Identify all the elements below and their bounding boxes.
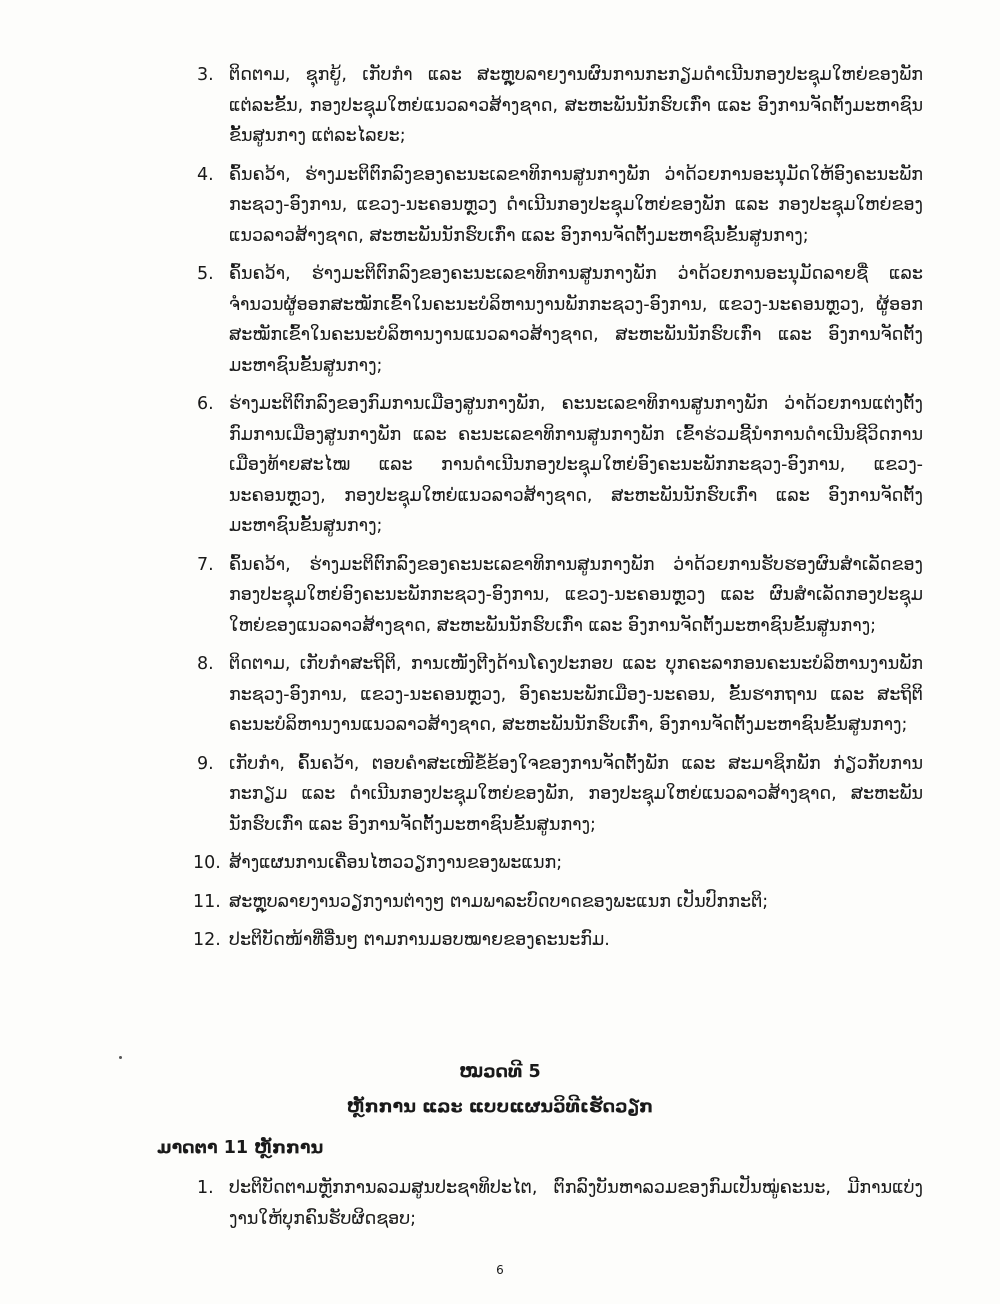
duties-list	[0, 60, 1000, 964]
item-text: ເກັບກຳ, ຄົ້ນຄວ້າ, ຕອບຄຳສະເໜີຂໍ້ຂ້ອງໃຈຂອງການຈັດຕັ້ງພັກ ແລະ ສະມາຊິກພັກ ກ່ຽວກັບການກະກຽມ ແລະ ດຳເນີນກອງປະຊຸມໃຫຍ່ຂອງພັກ, ກອງປະຊຸມໃຫຍ່ແນວລາວສ້າງຊາດ, ສະຫະພັນນັກຮົບເກົ່າ ແລະ ອົງການຈັດຕັ້ງມະຫາຊົນຂັ້ນສູນກາງ;	[229, 753, 923, 835]
chapter-title: ຫຼັກການ ແລະ ແບບແຜນວິທີເຮັດວຽກ	[346, 1097, 654, 1117]
list-item	[0, 550, 923, 642]
article-heading: ມາດຕາ 11 ຫຼັກການ	[157, 1138, 324, 1158]
list-item	[0, 389, 923, 542]
list-item	[0, 649, 923, 741]
principles-list	[0, 1173, 1000, 1242]
item-number: 5.	[197, 264, 214, 284]
item-number: 1.	[197, 1178, 214, 1198]
list-item	[0, 925, 923, 956]
chapter-number: ໝວດທີ 5	[459, 1062, 541, 1082]
list-item	[0, 887, 923, 918]
item-text: ສະຫຼຸບລາຍງານວຽກງານຕ່າງໆ ຕາມພາລະບົດບາດຂອງພະແນກ ເປັນປົກກະຕິ;	[229, 891, 769, 912]
list-item	[0, 160, 923, 252]
list-item	[0, 259, 923, 381]
item-number: 12.	[193, 930, 221, 950]
item-number: 9.	[197, 753, 214, 774]
item-text: ຮ່າງມະຕິຕົກລົງຂອງກົມການເມືອງສູນກາງພັກ, ຄະນະເລຂາທິການສູນກາງພັກ ວ່າດ້ວຍການແຕ່ງຕັ້ງກົມການເມືອງສູນກາງພັກ ແລະ ຄະນະເລຂາທິການສູນກາງພັກ ເຂົ້າຮ່ວມຊີ້ນຳການດຳເນີນຊີວິດການເມືອງທ້າຍສະໄໝ ແລະ ການດຳເນີນກອງປະຊຸມໃຫຍ່ອົງຄະນະພັກກະຊວງ-ອົງການ, ແຂວງ-ນະຄອນຫຼວງ, ກອງປະຊຸມໃຫຍ່ແນວລາວສ້າງຊາດ, ສະຫະພັນນັກຮົບເກົ່າ ແລະ ອົງການຈັດຕັ້ງມະຫາຊົນຂັ້ນສູນກາງ;	[229, 394, 923, 536]
item-number: 11.	[193, 891, 221, 912]
list-item	[0, 848, 923, 879]
list-item	[0, 60, 923, 152]
item-text: ປະຕິບັດໜ້າທີ່ອື່ນໆ ຕາມການມອບໝາຍຂອງຄະນະກົມ.	[229, 930, 610, 950]
list-item	[0, 1173, 923, 1234]
item-number: 10.	[193, 853, 221, 873]
item-number: 4.	[197, 164, 214, 185]
item-text: ຄົ້ນຄວ້າ, ຮ່າງມະຕິຕົກລົງຂອງຄະນະເລຂາທິການສູນກາງພັກ ວ່າດ້ວຍການຮັບຮອງຜົນສຳເລັດຂອງກອງປະຊຸມໃຫຍ່ອົງຄະນະພັກກະຊວງ-ອົງການ, ແຂວງ-ນະຄອນຫຼວງ ແລະ ຜົນສຳເລັດກອງປະຊຸມໃຫຍ່ຂອງແນວລາວສ້າງຊາດ, ສະຫະພັນນັກຮົບເກົ່າ ແລະ ອົງການຈັດຕັ້ງມະຫາຊົນຂັ້ນສູນກາງ;	[229, 554, 923, 636]
item-text: ຄົ້ນຄວ້າ, ຮ່າງມະຕິຕົກລົງຂອງຄະນະເລຂາທິການສູນກາງພັກ ວ່າດ້ວຍການອະນຸມັດລາຍຊື່ ແລະ ຈຳນວນຜູ້ອອກສະໝັກເຂົ້າໃນຄະນະບໍລິຫານງານພັກກະຊວງ-ອົງການ, ແຂວງ-ນະຄອນຫຼວງ, ຜູ້ອອກສະໝັກເຂົ້າໃນຄະນະບໍລິຫານງານແນວລາວສ້າງຊາດ, ສະຫະພັນນັກຮົບເກົ່າ ແລະ ອົງການຈັດຕັ້ງມະຫາຊົນຂັ້ນສູນກາງ;	[229, 264, 923, 376]
item-text: ຕິດຕາມ, ຊຸກຍູ້, ເກັບກຳ ແລະ ສະຫຼຸບລາຍງານຜົນການກະກຽມດຳເນີນກອງປະຊຸມໃຫຍ່ຂອງພັກ ແຕ່ລະຂັ້ນ, ກອງປະຊຸມໃຫຍ່ແນວລາວສ້າງຊາດ, ສະຫະພັນນັກຮົບເກົ່າ ແລະ ອົງການຈັດຕັ້ງມະຫາຊົນຂັ້ນສູນກາງ ແຕ່ລະໄລຍະ;	[229, 65, 923, 146]
item-number: 7.	[197, 554, 214, 575]
list-item	[0, 749, 923, 841]
item-number: 6.	[197, 394, 214, 414]
scan-speck	[119, 1056, 122, 1059]
item-number: 3.	[197, 65, 214, 85]
item-number: 8.	[197, 654, 214, 674]
item-text: ສ້າງແຜນການເຄື່ອນໄຫວວຽກງານຂອງພະແນກ;	[229, 853, 563, 873]
item-text: ຕິດຕາມ, ເກັບກຳສະຖິຕິ, ການເໜັງຕີງດ້ານໂຄງປະກອບ ແລະ ບຸກຄະລາກອນຄະນະບໍລິຫານງານພັກກະຊວງ-ອົງການ, ແຂວງ-ນະຄອນຫຼວງ, ອົງຄະນະພັກເມືອງ-ນະຄອນ, ຂັ້ນຮາກຖານ ແລະ ສະຖິຕິຄະນະບໍລິຫານງານແນວລາວສ້າງຊາດ, ສະຫະພັນນັກຮົບເກົ່າ, ອົງການຈັດຕັ້ງມະຫາຊົນຂັ້ນສູນກາງ;	[229, 654, 923, 735]
item-text: ປະຕິບັດຕາມຫຼັກການລວມສູນປະຊາທິປະໄຕ, ຕົກລົງບັນຫາລວມຂອງກົມເປັນໝູ່ຄະນະ, ມີການແບ່ງງານໃຫ້ບຸກຄົນຮັບຜິດຊອບ;	[229, 1178, 923, 1229]
item-text: ຄົ້ນຄວ້າ, ຮ່າງມະຕິຕົກລົງຂອງຄະນະເລຂາທິການສູນກາງພັກ ວ່າດ້ວຍການອະນຸມັດໃຫ້ອົງຄະນະພັກກະຊວງ-ອົງການ, ແຂວງ-ນະຄອນຫຼວງ ດຳເນີນກອງປະຊຸມໃຫຍ່ຂອງພັກ ແລະ ກອງປະຊຸມໃຫຍ່ຂອງແນວລາວສ້າງຊາດ, ສະຫະພັນນັກຮົບເກົ່າ ແລະ ອົງການຈັດຕັ້ງມະຫາຊົນຂັ້ນສູນກາງ;	[229, 164, 923, 246]
page-number: 6	[496, 1263, 504, 1277]
